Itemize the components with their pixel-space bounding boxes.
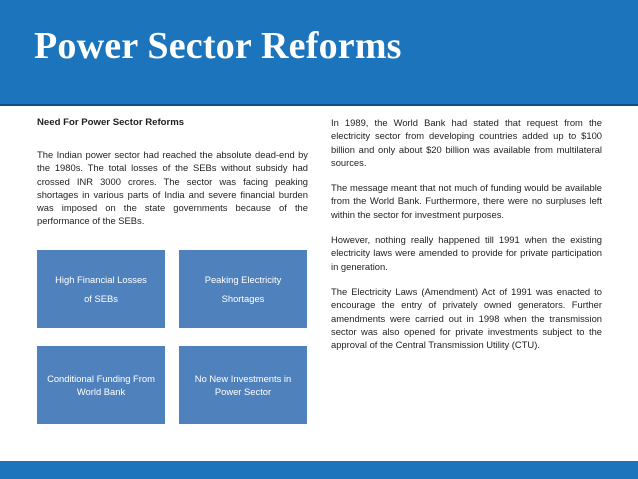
footer-bar — [0, 461, 638, 479]
reason-box-line: Shortages — [221, 293, 265, 304]
left-paragraph: The Indian power sector had reached the absolute dead-end by the 1980s. The total losses of the SEBs without subsidy had crossed INR 3000 crores. The sector was facing peaking shortages in various parts of India and severe financial burden was imposed on the state governments because of the performance of the SEBs. — [37, 149, 308, 227]
reason-box-line: Peaking Electricity — [204, 274, 282, 285]
right-paragraph: The Electricity Laws (Amendment) Act of 1991 was enacted to encourage the entry of privately owned generators. Further amendments were carried out in 1998 when the transmission sector was also opened for private investments subject to the approval of the Central Transmission Utility (CTU). — [331, 285, 602, 351]
right-column — [331, 116, 602, 363]
reason-box-line: World Bank — [76, 386, 126, 397]
reason-box-line: No New Investments in — [194, 373, 292, 384]
reason-box-peaking-shortages — [179, 250, 307, 328]
reason-box-no-investments — [179, 346, 307, 424]
right-paragraph: In 1989, the World Bank had stated that request from the electricity sector from developing countries added up to $100 billion and only about $20 billion was available from multilateral sources. — [331, 117, 602, 168]
reason-box-line: Power Sector — [214, 386, 272, 397]
left-column — [37, 116, 308, 228]
reason-box-line: High Financial Losses — [55, 274, 147, 285]
slide-title: Power Sector Reforms — [34, 25, 402, 67]
reason-box-line: Conditional Funding From — [47, 373, 155, 384]
right-paragraph: The message meant that not much of funding would be available from the World Bank. Furthermore, there were no surpluses left within the sector for investment purposes. — [331, 182, 602, 220]
section-subheading: Need For Power Sector Reforms — [37, 117, 185, 128]
title-bar-divider — [0, 104, 638, 106]
reason-box-financial-losses — [37, 250, 165, 328]
reason-box-conditional-funding — [37, 346, 165, 424]
right-paragraph: However, nothing really happened till 1991 when the existing electricity laws were amended to provide for private participation in generation. — [331, 234, 602, 272]
title-bar — [0, 0, 638, 104]
reason-box-line: of SEBs — [84, 293, 118, 304]
